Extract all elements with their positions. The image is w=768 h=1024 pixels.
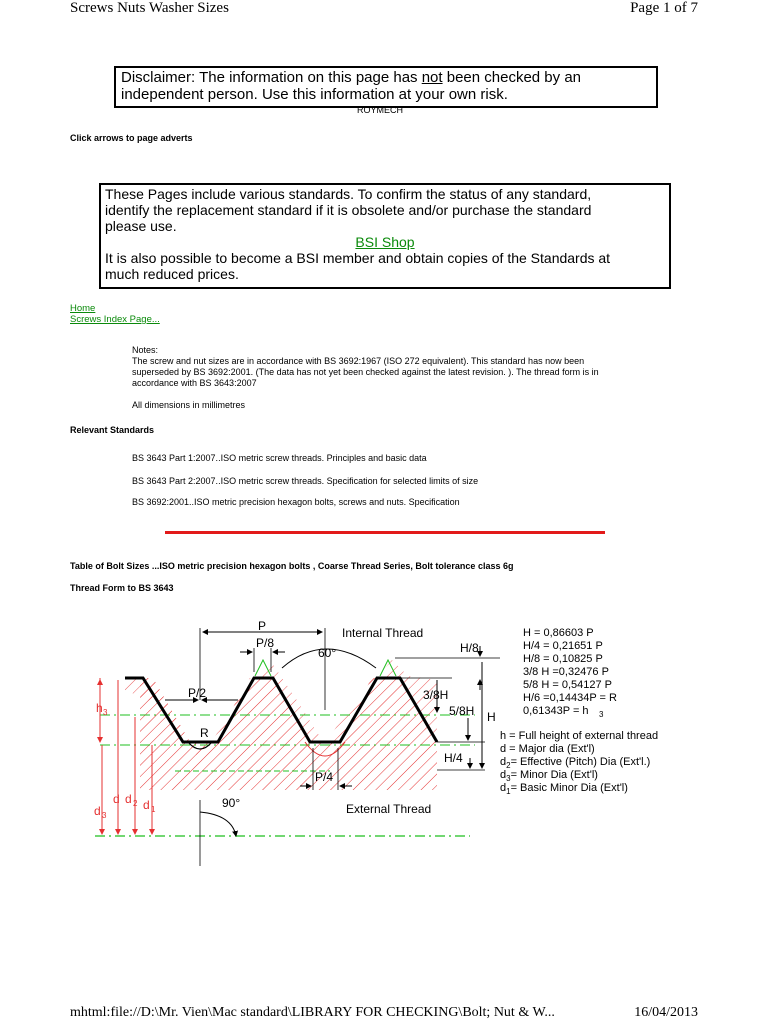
p-label: P: [258, 619, 267, 633]
d1-subscript: 1: [151, 805, 156, 814]
bsi-shop-link[interactable]: BSI Shop: [355, 234, 415, 250]
d2-subscript: 2: [133, 799, 138, 808]
angle-90-label: 90°: [222, 796, 241, 810]
r-label: R: [200, 726, 209, 740]
h3-label: h: [96, 701, 103, 715]
legend-d3: $d_3=$ Minor Dia (Ext'l): [500, 769, 598, 783]
table-title: Table of Bolt Sizes ...ISO metric precision hexagon bolts , Coarse Thread Series, Bolt tolerance class 6g: [70, 561, 514, 571]
h38-label: 3/8H: [423, 688, 449, 702]
h58-label: 5/8H: [449, 704, 475, 718]
h8-label: H/8: [460, 641, 479, 655]
formula: 5/8 H = 0,54127 P: [523, 679, 612, 691]
screws-index-link[interactable]: Screws Index Page...: [70, 314, 160, 325]
notice-line: These Pages include various standards. To confirm the status of any standard,: [105, 186, 592, 202]
legend-d: d = Major dia (Ext'l): [500, 743, 595, 755]
symbol-legend: [500, 730, 658, 796]
formula: H/4 = 0,21651 P: [523, 640, 603, 652]
angle-60-label: 60°: [318, 646, 337, 660]
adverts-note: Click arrows to page adverts: [70, 133, 193, 143]
standard-item: BS 3643 Part 1:2007..ISO metric screw threads. Principles and basic data: [132, 453, 427, 463]
notes-line: superseded by BS 3692:2001. (The data has not yet been checked against the latest revision. ). The thread form is in: [132, 367, 599, 377]
home-link[interactable]: Home: [70, 303, 96, 314]
footer-date: 16/04/2013: [634, 1005, 698, 1020]
units-note: All dimensions in millimetres: [132, 400, 246, 410]
standard-item: BS 3643 Part 2:2007..ISO metric screw threads. Specification for selected limits of size: [132, 476, 479, 486]
d3-subscript: 3: [102, 811, 107, 820]
external-thread-label: External Thread: [346, 802, 432, 816]
p2-label: P/2: [188, 686, 207, 700]
notes-line: The screw and nut sizes are in accordance with BS 3692:1967 (ISO 272 equivalent). This standard has now been: [132, 356, 585, 366]
d1-label: d: [143, 798, 150, 812]
notes-line: accordance with BS 3643:2007: [132, 378, 257, 388]
notes-heading: Notes:: [132, 345, 159, 355]
relevant-standards-heading: Relevant Standards: [70, 425, 155, 435]
h-label: H: [487, 710, 496, 724]
formula-list: [523, 627, 617, 719]
p8-label: P/8: [256, 636, 275, 650]
formula: H/8 = 0,10825 P: [523, 653, 603, 665]
page-indicator: Page 1 of 7: [630, 0, 698, 16]
p4-label: P/4: [315, 770, 334, 784]
disclaimer-text: Disclaimer: The information on this page has: [121, 69, 422, 86]
internal-thread-label: Internal Thread: [342, 626, 424, 640]
formula-h3: 0,61343P = h: [523, 705, 589, 717]
notice-line: please use.: [105, 218, 177, 234]
notice-line: identify the replacement standard if it is obsolete and/or purchase the standard: [105, 202, 592, 218]
h3-subscript: 3: [103, 708, 108, 717]
formula: 3/8 H =0,32476 P: [523, 666, 609, 678]
disclaimer-not: not: [421, 69, 443, 86]
legend-h: h = Full height of external thread: [500, 730, 659, 742]
thread-form-title: Thread Form to BS 3643: [70, 583, 174, 593]
d-label: d: [113, 792, 120, 806]
notice-line: much reduced prices.: [105, 266, 239, 282]
h4-label: H/4: [444, 751, 463, 765]
formula-h3-subscript: 3: [599, 710, 604, 719]
legend-d1: $d_1=$ Basic Minor Dia (Ext'l): [500, 782, 628, 796]
d2-label: d: [125, 792, 132, 806]
legend-d2: $d_2=$ Effective (Pitch) Dia (Ext'l.): [500, 756, 651, 770]
formula: H = 0,86603 P: [523, 627, 594, 639]
footer-path: mhtml:file://D:\Mr. Vien\Mac standard\LIBRARY FOR CHECKING\Bolt; Nut & W...: [70, 1005, 555, 1020]
source-label: ROYMECH: [357, 105, 404, 115]
document-title: Screws Nuts Washer Sizes: [70, 0, 229, 16]
standard-item: BS 3692:2001..ISO metric precision hexagon bolts, screws and nuts. Specification: [132, 497, 460, 507]
d3-label: d: [94, 804, 101, 818]
formula: H/6 =0,14434P = R: [523, 692, 617, 704]
disclaimer-text-end: been checked by an: [442, 69, 581, 86]
notice-line: It is also possible to become a BSI member and obtain copies of the Standards at: [105, 250, 611, 266]
disclaimer-line2: independent person. Use this information at your own risk.: [121, 86, 508, 103]
